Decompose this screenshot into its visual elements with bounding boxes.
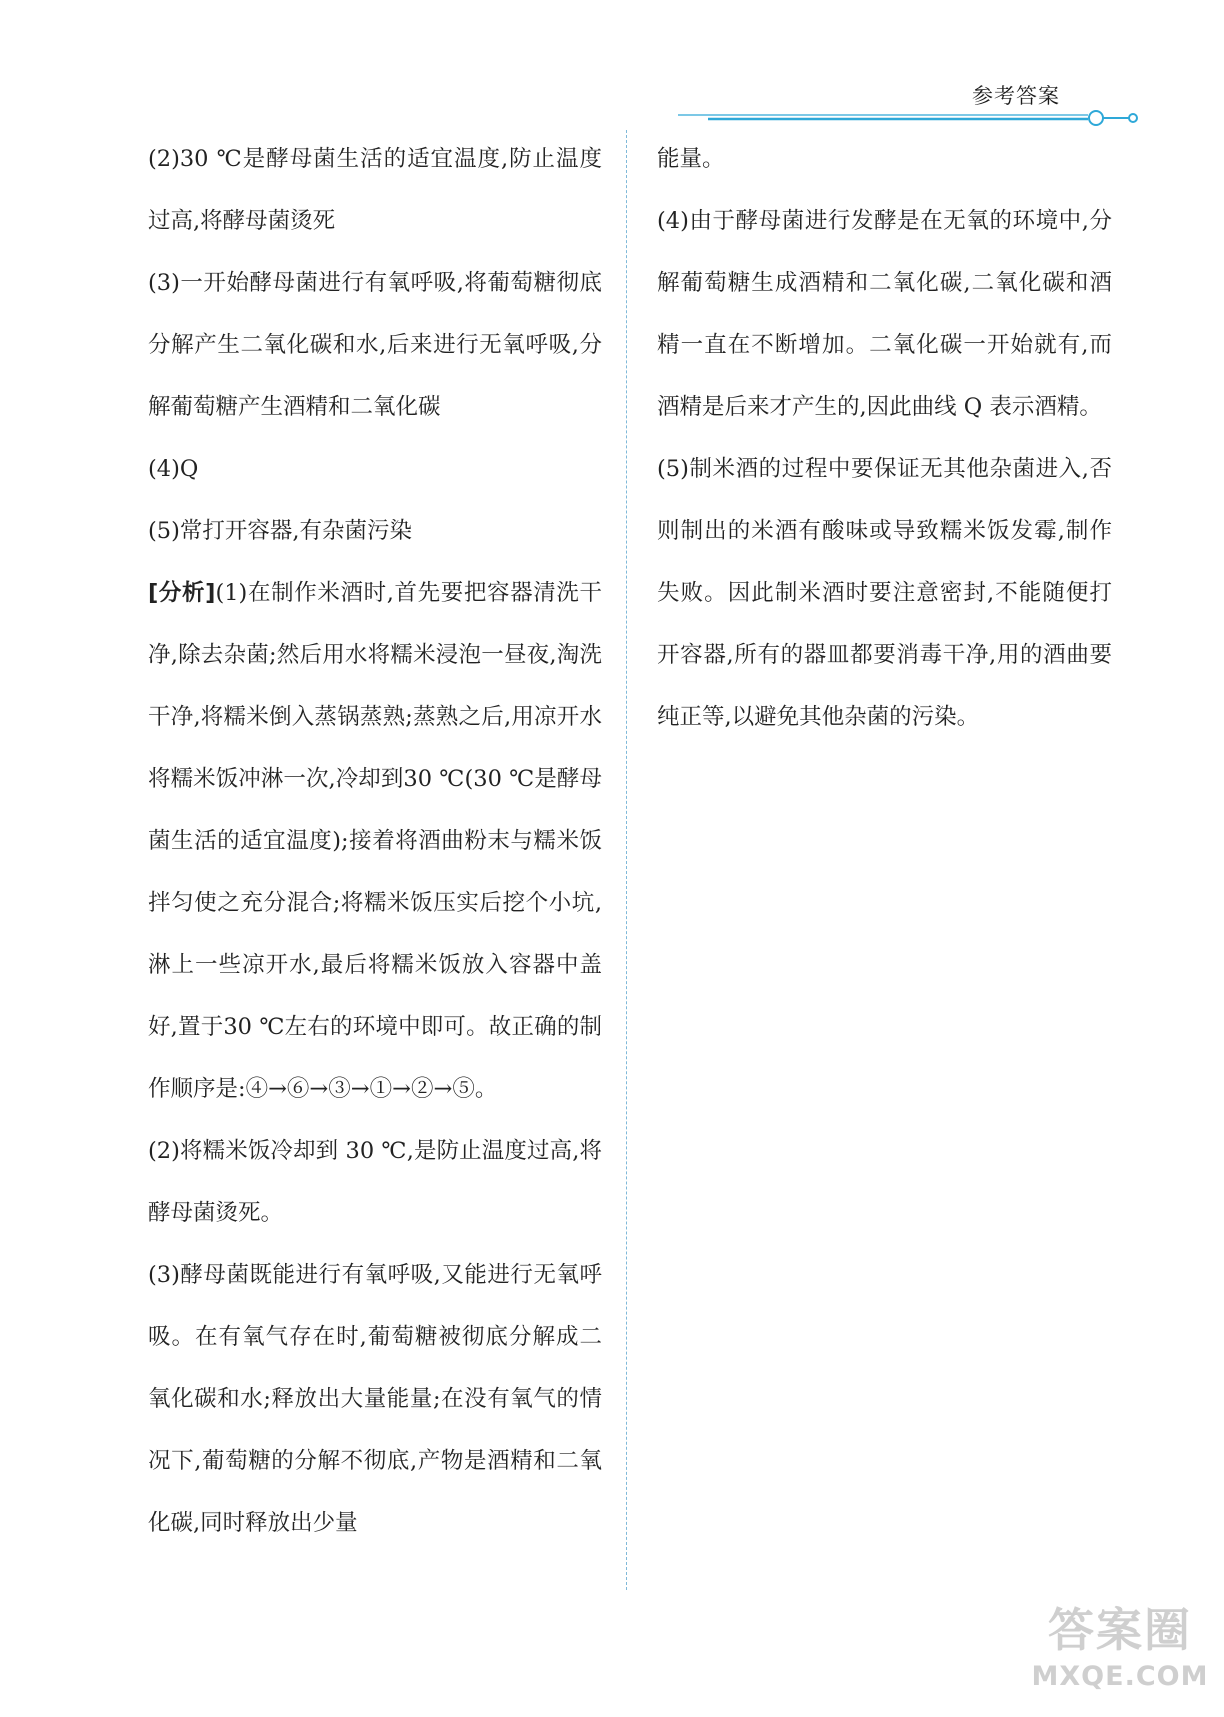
analysis-3-continued: 能量。 bbox=[657, 146, 725, 172]
column-divider bbox=[626, 130, 627, 1590]
analysis-2: (2)将糯米饭冷却到 30 ℃,是防止温度过高,将酵母菌烫死。 bbox=[148, 1138, 602, 1226]
analysis-5: (5)制米酒的过程中要保证无其他杂菌进入,否则制出的米酒有酸味或导致糯米饭发霉,制作失败。因此制米酒时要注意密封,不能随便打开容器,所有的器皿都要消毒干净,用的酒曲要纯正等,以避免其他杂菌的污染。 bbox=[657, 456, 1112, 730]
analysis-3: (3)酵母菌既能进行有氧呼吸,又能进行无氧呼吸。在有氧气存在时,葡萄糖被彻底分解成二氧化碳和水;释放出大量能量;在没有氧气的情况下,葡萄糖的分解不彻底,产物是酒精和二氧化碳,同时释放出少量 bbox=[148, 1262, 602, 1536]
analysis-tag: [分析] bbox=[148, 580, 216, 606]
answer-4: (4)Q bbox=[148, 456, 199, 482]
watermark-top-text: 答案圈 bbox=[1048, 1603, 1192, 1657]
header-decoration-line bbox=[678, 108, 1138, 128]
answer-5: (5)常打开容器,有杂菌污染 bbox=[148, 518, 413, 544]
header-circle-small bbox=[1129, 114, 1137, 122]
header-title: 参考答案 bbox=[972, 84, 1060, 108]
analysis-1-text: (1)在制作米酒时,首先要把容器清洗干净,除去杂菌;然后用水将糯米浸泡一昼夜,淘洗干净,将糯米倒入蒸锅蒸熟;蒸熟之后,用凉开水将糯米饭冲淋一次,冷却到30 ℃(30 ℃是酵母菌生活的适宜温度);接着将酒曲粉末与糯米饭拌匀使之充分混合;将糯米饭压实后挖个小坑,淋上一些凉开水,最后将糯米饭放入容器中盖好,置于30 ℃左右的环境中即可。故正确的制作顺序是:④→⑥→③→①→②→⑤。 bbox=[148, 580, 602, 1102]
analysis-1 bbox=[148, 562, 602, 1120]
left-column bbox=[148, 128, 602, 1554]
watermark-logo bbox=[1020, 1600, 1220, 1717]
analysis-4: (4)由于酵母菌进行发酵是在无氧的环境中,分解葡萄糖生成酒精和二氧化碳,二氧化碳和酒精一直在不断增加。二氧化碳一开始就有,而酒精是后来才产生的,因此曲线 Q 表示酒精。 bbox=[657, 208, 1112, 420]
answer-3: (3)一开始酵母菌进行有氧呼吸,将葡萄糖彻底分解产生二氧化碳和水,后来进行无氧呼吸,分解葡萄糖产生酒精和二氧化碳 bbox=[148, 270, 602, 420]
header-circle-large bbox=[1089, 111, 1103, 125]
answer-2: (2)30 ℃是酵母菌生活的适宜温度,防止温度过高,将酵母菌烫死 bbox=[148, 146, 602, 234]
watermark-bottom-text: MXQE.COM bbox=[1031, 1661, 1209, 1692]
right-column bbox=[657, 128, 1112, 748]
